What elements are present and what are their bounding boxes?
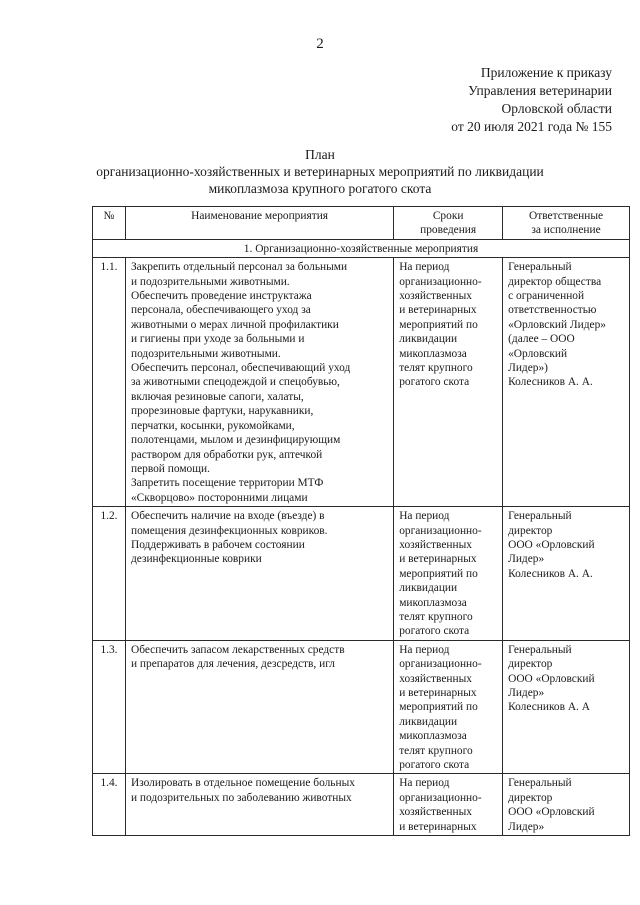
activity-line: Обеспечить запасом лекарственных средств [130,643,345,656]
appendix-line: Управления ветеринарии [468,83,612,98]
terms-line: ликвидации [399,715,458,728]
responsible-cell [503,774,630,836]
activity-line: первой помощи. [130,462,210,475]
terms-line: организационно- [399,658,482,671]
terms-line: мероприятий по [399,567,478,580]
header-num: № [93,207,126,240]
responsible-cell [503,507,630,641]
appendix-block [451,64,612,136]
responsible-line: Генеральный [508,643,572,656]
activity-line: и гигиены при уходе за больными и [130,333,305,346]
activity-line: Изолировать в отдельное помещение больных [130,777,355,790]
terms-cell [394,774,503,836]
responsible-line: Колесников А. А. [508,567,593,580]
terms-line: На период [399,261,450,274]
terms-line: телят крупного [399,610,473,623]
table-row [93,507,630,641]
responsible-line: Генеральный [508,510,572,523]
page-number: 2 [316,36,324,52]
responsible-line: «Орловский Лидер» [508,318,606,331]
section-title: 1. Организационно-хозяйственные мероприятия [93,239,630,257]
activity-line: «Скворцово» посторонними лицами [130,491,308,504]
responsible-line: Генеральный [508,261,572,274]
header-responsible-line: Ответственные [529,210,604,222]
terms-line: хозяйственных [399,806,472,819]
activity-line: Обеспечить проведение инструктажа [130,290,312,303]
terms-line: и ветеринарных [399,687,477,699]
activity-line: Обеспечить персонал, обеспечивающий уход [130,362,351,375]
activity-line: дезинфекционные коврики [130,553,262,566]
terms-line: организационно- [399,524,482,537]
row-number: 1.4. [93,774,126,836]
activity-cell [125,258,393,507]
table-row [93,774,630,836]
table-header-row [93,207,630,240]
responsible-line: Колесников А. А. [508,376,593,389]
header-terms-line: проведения [420,224,477,237]
table-row [93,258,630,507]
appendix-line: Орловской области [501,101,612,116]
activity-line: помещения дезинфекционных ковриков. [130,524,328,537]
responsible-line: директор [508,791,553,804]
header-name: Наименование мероприятия [125,207,393,240]
title-line: организационно-хозяйственных и ветеринарных мероприятий по ликвидации [96,164,544,179]
terms-line: микоплазмоза [399,596,467,609]
activity-line: прорезиновые фартуки, нарукавники, [130,405,314,418]
table-row [93,640,630,774]
responsible-line: Генеральный [508,777,572,790]
terms-line: организационно- [399,275,482,288]
responsible-line: ООО «Орловский [508,806,595,819]
title-line: План [305,147,335,162]
responsible-line: ООО «Орловский [508,538,595,551]
terms-line: ликвидации [399,582,458,595]
terms-line: рогатого скота [399,759,470,772]
activity-cell [125,774,393,836]
activity-line: Запретить посещение территории МТФ [130,477,324,490]
terms-cell [394,640,503,774]
activity-line: и препаратов для лечения, дезсредств, игл [130,658,335,671]
row-number: 1.1. [93,258,126,507]
responsible-line: Лидер» [508,820,545,833]
responsible-line: Лидер») [508,362,548,375]
responsible-cell [503,258,630,507]
appendix-line: Приложение к приказу [480,65,612,80]
terms-line: микоплазмоза [399,730,467,743]
responsible-cell [503,640,630,774]
terms-line: телят крупного [399,744,473,757]
activity-line: за животными спецодеждой и спецобувью, [130,376,340,389]
header-terms-line: Сроки [432,210,464,222]
terms-line: хозяйственных [399,538,472,551]
responsible-line: директор общества [508,275,602,288]
activity-line: и подозрительными животными. [130,275,290,288]
terms-line: хозяйственных [399,290,472,303]
activity-line: раствором для обработки рук, аптечкой [130,448,323,461]
plan-table [92,206,630,836]
responsible-line: директор [508,524,553,537]
activity-line: Обеспечить наличие на входе (въезде) в [130,510,325,523]
terms-line: рогатого скота [399,376,470,389]
activity-cell [125,507,393,641]
responsible-line: (далее – ООО [508,333,575,346]
activity-line: Поддерживать в рабочем состоянии [130,538,305,551]
responsible-line: с ограниченной [508,290,585,303]
section-row [93,239,630,257]
responsible-line: Лидер» [508,553,545,566]
row-number: 1.2. [93,507,126,641]
terms-line: хозяйственных [399,672,472,685]
activity-line: животными о мерах личной профилактики [130,318,339,331]
terms-line: рогатого скота [399,625,470,638]
terms-cell [394,258,503,507]
appendix-line: от 20 июля 2021 года № 155 [451,119,612,134]
terms-line: На период [399,510,450,523]
activity-line: перчатки, косынки, рукомойками, [130,419,295,432]
activity-line: полотенцами, мылом и дезинфицирующим [130,434,341,447]
terms-line: и ветеринарных [399,553,477,566]
terms-line: микоплазмоза [399,347,467,360]
row-number: 1.3. [93,640,126,774]
terms-line: и ветеринарных [399,820,477,833]
activity-cell [125,640,393,774]
responsible-line: директор [508,658,553,671]
terms-line: телят крупного [399,362,473,375]
header-terms [394,207,503,240]
terms-line: мероприятий по [399,318,478,331]
activity-line: включая резиновые сапоги, халаты, [130,390,304,403]
terms-cell [394,507,503,641]
activity-line: и подозрительных по заболеванию животных [130,791,352,804]
responsible-line: ответственностью [508,304,597,317]
responsible-line: Колесников А. А [508,701,590,714]
responsible-line: ООО «Орловский [508,672,595,685]
header-responsible [503,207,630,240]
activity-line: Закрепить отдельный персонал за больными [130,261,348,274]
responsible-line: «Орловский [508,347,568,360]
activity-line: подозрительными животными. [130,347,281,360]
responsible-line: Лидер» [508,687,545,699]
header-responsible-line: за исполнение [531,224,601,237]
terms-line: На период [399,777,450,790]
terms-line: и ветеринарных [399,304,477,317]
terms-line: мероприятий по [399,701,478,714]
activity-line: персонала, обеспечивающего уход за [130,304,311,317]
title-line: микоплазмоза крупного рогатого скота [208,181,432,196]
terms-line: На период [399,643,450,656]
document-title [0,146,640,197]
terms-line: организационно- [399,791,482,804]
terms-line: ликвидации [399,333,458,346]
